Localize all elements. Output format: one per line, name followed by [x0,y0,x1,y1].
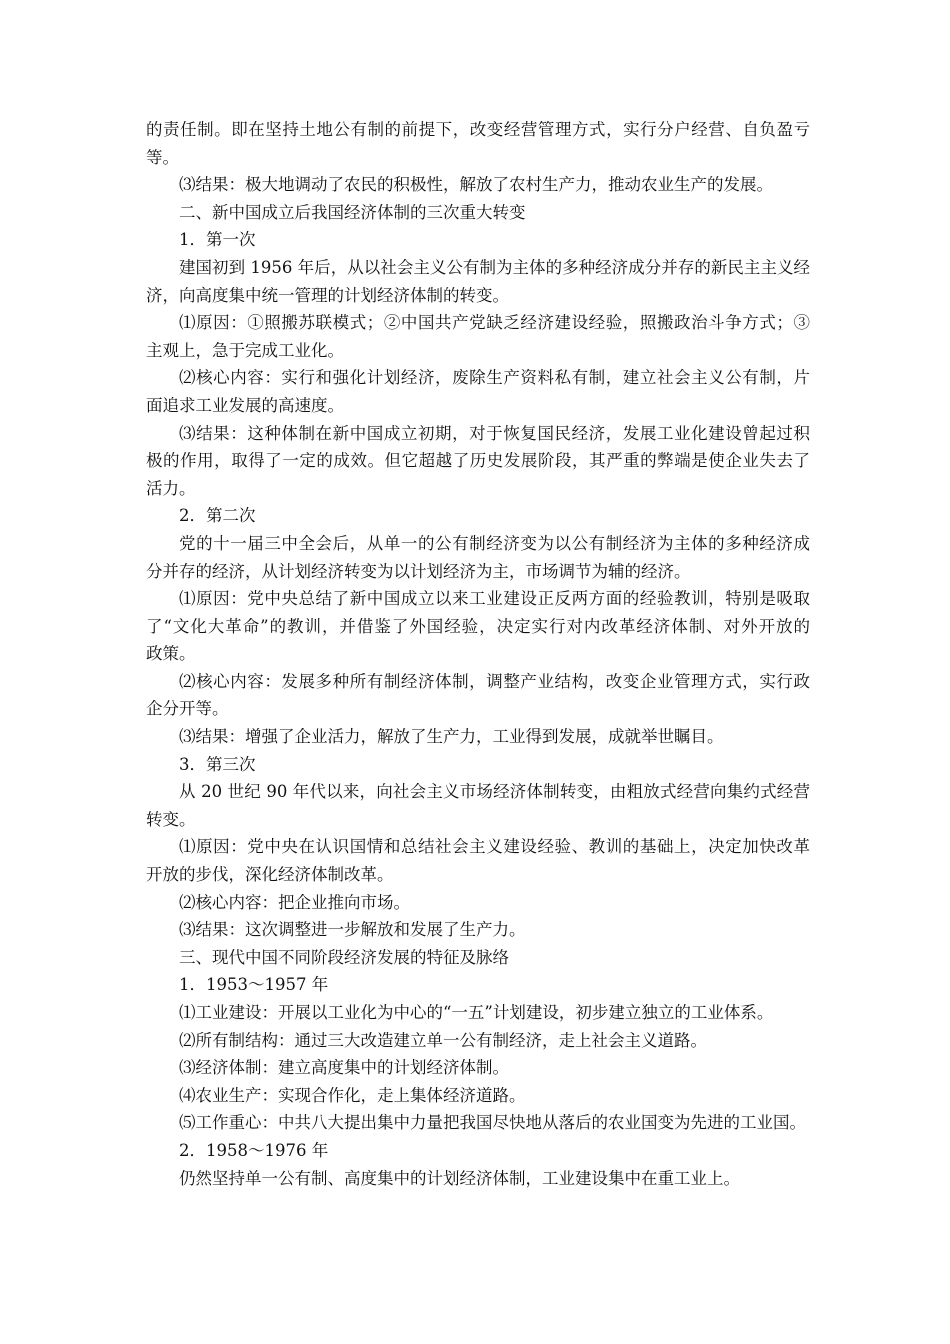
text-line: 开放的步伐，深化经济体制改革。 [146,865,394,885]
document-paragraph [146,833,810,888]
text-line: ⑴原因：党中央在认识国情和总结社会主义建设经验、教训的基础上，决定加快改革 [179,837,810,857]
text-line: 等。 [146,147,179,167]
document-paragraph [146,668,810,723]
document-paragraph [146,420,810,503]
text-line: ⑵核心内容：把企业推向市场。 [179,892,410,912]
text-line: 2．第二次 [179,506,256,526]
text-line: 3．第三次 [179,754,256,774]
text-line: ⑶结果：极大地调动了农民的积极性，解放了农村生产力，推动农业生产的发展。 [179,175,773,195]
text-line: 仍然坚持单一公有制、高度集中的计划经济体制，工业建设集中在重工业上。 [179,1168,740,1188]
text-line: ⑶经济体制：建立高度集中的计划经济体制。 [179,1058,509,1078]
text-line: 1．1953～1957 年 [179,975,329,995]
document-paragraph [146,1165,810,1193]
document-paragraph [146,171,810,199]
text-line: 转变。 [146,809,196,829]
document-paragraph [146,999,810,1027]
document-paragraph [146,751,810,779]
text-line: 极的作用，取得了一定的成效。但它超越了历史发展阶段，其严重的弊端是使企业失去了 [146,451,810,471]
text-line: ⑶结果：这次调整进一步解放和发展了生产力。 [179,920,526,940]
document-paragraph [146,889,810,917]
document-paragraph [146,364,810,419]
document-paragraph [146,1027,810,1055]
text-line: 二、新中国成立后我国经济体制的三次重大转变 [179,202,526,222]
document-paragraph [146,116,810,171]
text-line: ⑴原因：党中央总结了新中国成立以来工业建设正反两方面的经验教训，特别是吸取 [179,589,810,609]
document-paragraph [146,723,810,751]
text-line: ⑶结果：增强了企业活力，解放了生产力，工业得到发展，成就举世瞩目。 [179,727,724,747]
text-line: 分并存的经济，从计划经济转变为以计划经济为主，市场调节为辅的经济。 [146,561,691,581]
text-line: 三、现代中国不同阶段经济发展的特征及脉络 [179,947,509,967]
document-paragraph [146,199,810,227]
text-line: 1．第一次 [179,230,256,250]
text-line: ⑵核心内容：发展多种所有制经济体制，调整产业结构，改变企业管理方式，实行政 [179,671,810,691]
text-line: 面追求工业发展的高速度。 [146,395,344,415]
document-paragraph [146,1109,810,1137]
text-line: 党的十一届三中全会后，从单一的公有制经济变为以公有制经济为主体的多种经济成 [179,533,810,553]
text-line: 济，向高度集中统一管理的计划经济体制的转变。 [146,285,509,305]
text-line: 的责任制。即在坚持土地公有制的前提下，改变经营管理方式，实行分户经营、自负盈亏 [146,120,810,139]
text-line: 主观上，急于完成工业化。 [146,340,344,360]
text-line: ⑸工作重心：中共八大提出集中力量把我国尽快地从落后的农业国变为先进的工业国。 [179,1113,806,1133]
text-line: ⑴工业建设：开展以工业化为中心的“一五”计划建设，初步建立独立的工业体系。 [179,1003,774,1022]
document-paragraph [146,1054,810,1082]
document-paragraph [146,309,810,364]
text-line: ⑴原因：①照搬苏联模式；②中国共产党缺乏经济建设经验，照搬政治斗争方式；③ [179,313,810,333]
document-paragraph [146,585,810,668]
document-body [146,116,810,1192]
text-line: 活力。 [146,478,196,498]
text-line: ⑶结果：这种体制在新中国成立初期，对于恢复国民经济，发展工业化建设曾起过积 [179,423,810,443]
document-paragraph [146,254,810,309]
document-paragraph [146,1137,810,1165]
document-paragraph [146,971,810,999]
text-line: ⑵核心内容：实行和强化计划经济，废除生产资料私有制，建立社会主义公有制，片 [179,368,810,388]
document-paragraph [146,502,810,530]
text-line: 2．1958～1976 年 [179,1140,329,1160]
document-paragraph [146,226,810,254]
document-paragraph [146,530,810,585]
text-line: ⑵所有制结构：通过三大改造建立单一公有制经济，走上社会主义道路。 [179,1030,707,1050]
document-paragraph [146,1082,810,1110]
document-paragraph [146,944,810,972]
text-line: ⑷农业生产：实现合作化，走上集体经济道路。 [179,1085,526,1105]
text-line: 建国初到 1956 年后，从以社会主义公有制为主体的多种经济成分并存的新民主主义经 [179,257,810,277]
document-paragraph [146,916,810,944]
text-line: 了“文化大革命”的教训，并借鉴了外国经验，决定实行对内改革经济体制、对外开放的 [146,616,810,636]
document-paragraph [146,778,810,833]
text-line: 从 20 世纪 90 年代以来，向社会主义市场经济体制转变，由粗放式经营向集约式经营 [179,782,810,802]
text-line: 政策。 [146,644,196,664]
text-line: 企分开等。 [146,699,229,719]
